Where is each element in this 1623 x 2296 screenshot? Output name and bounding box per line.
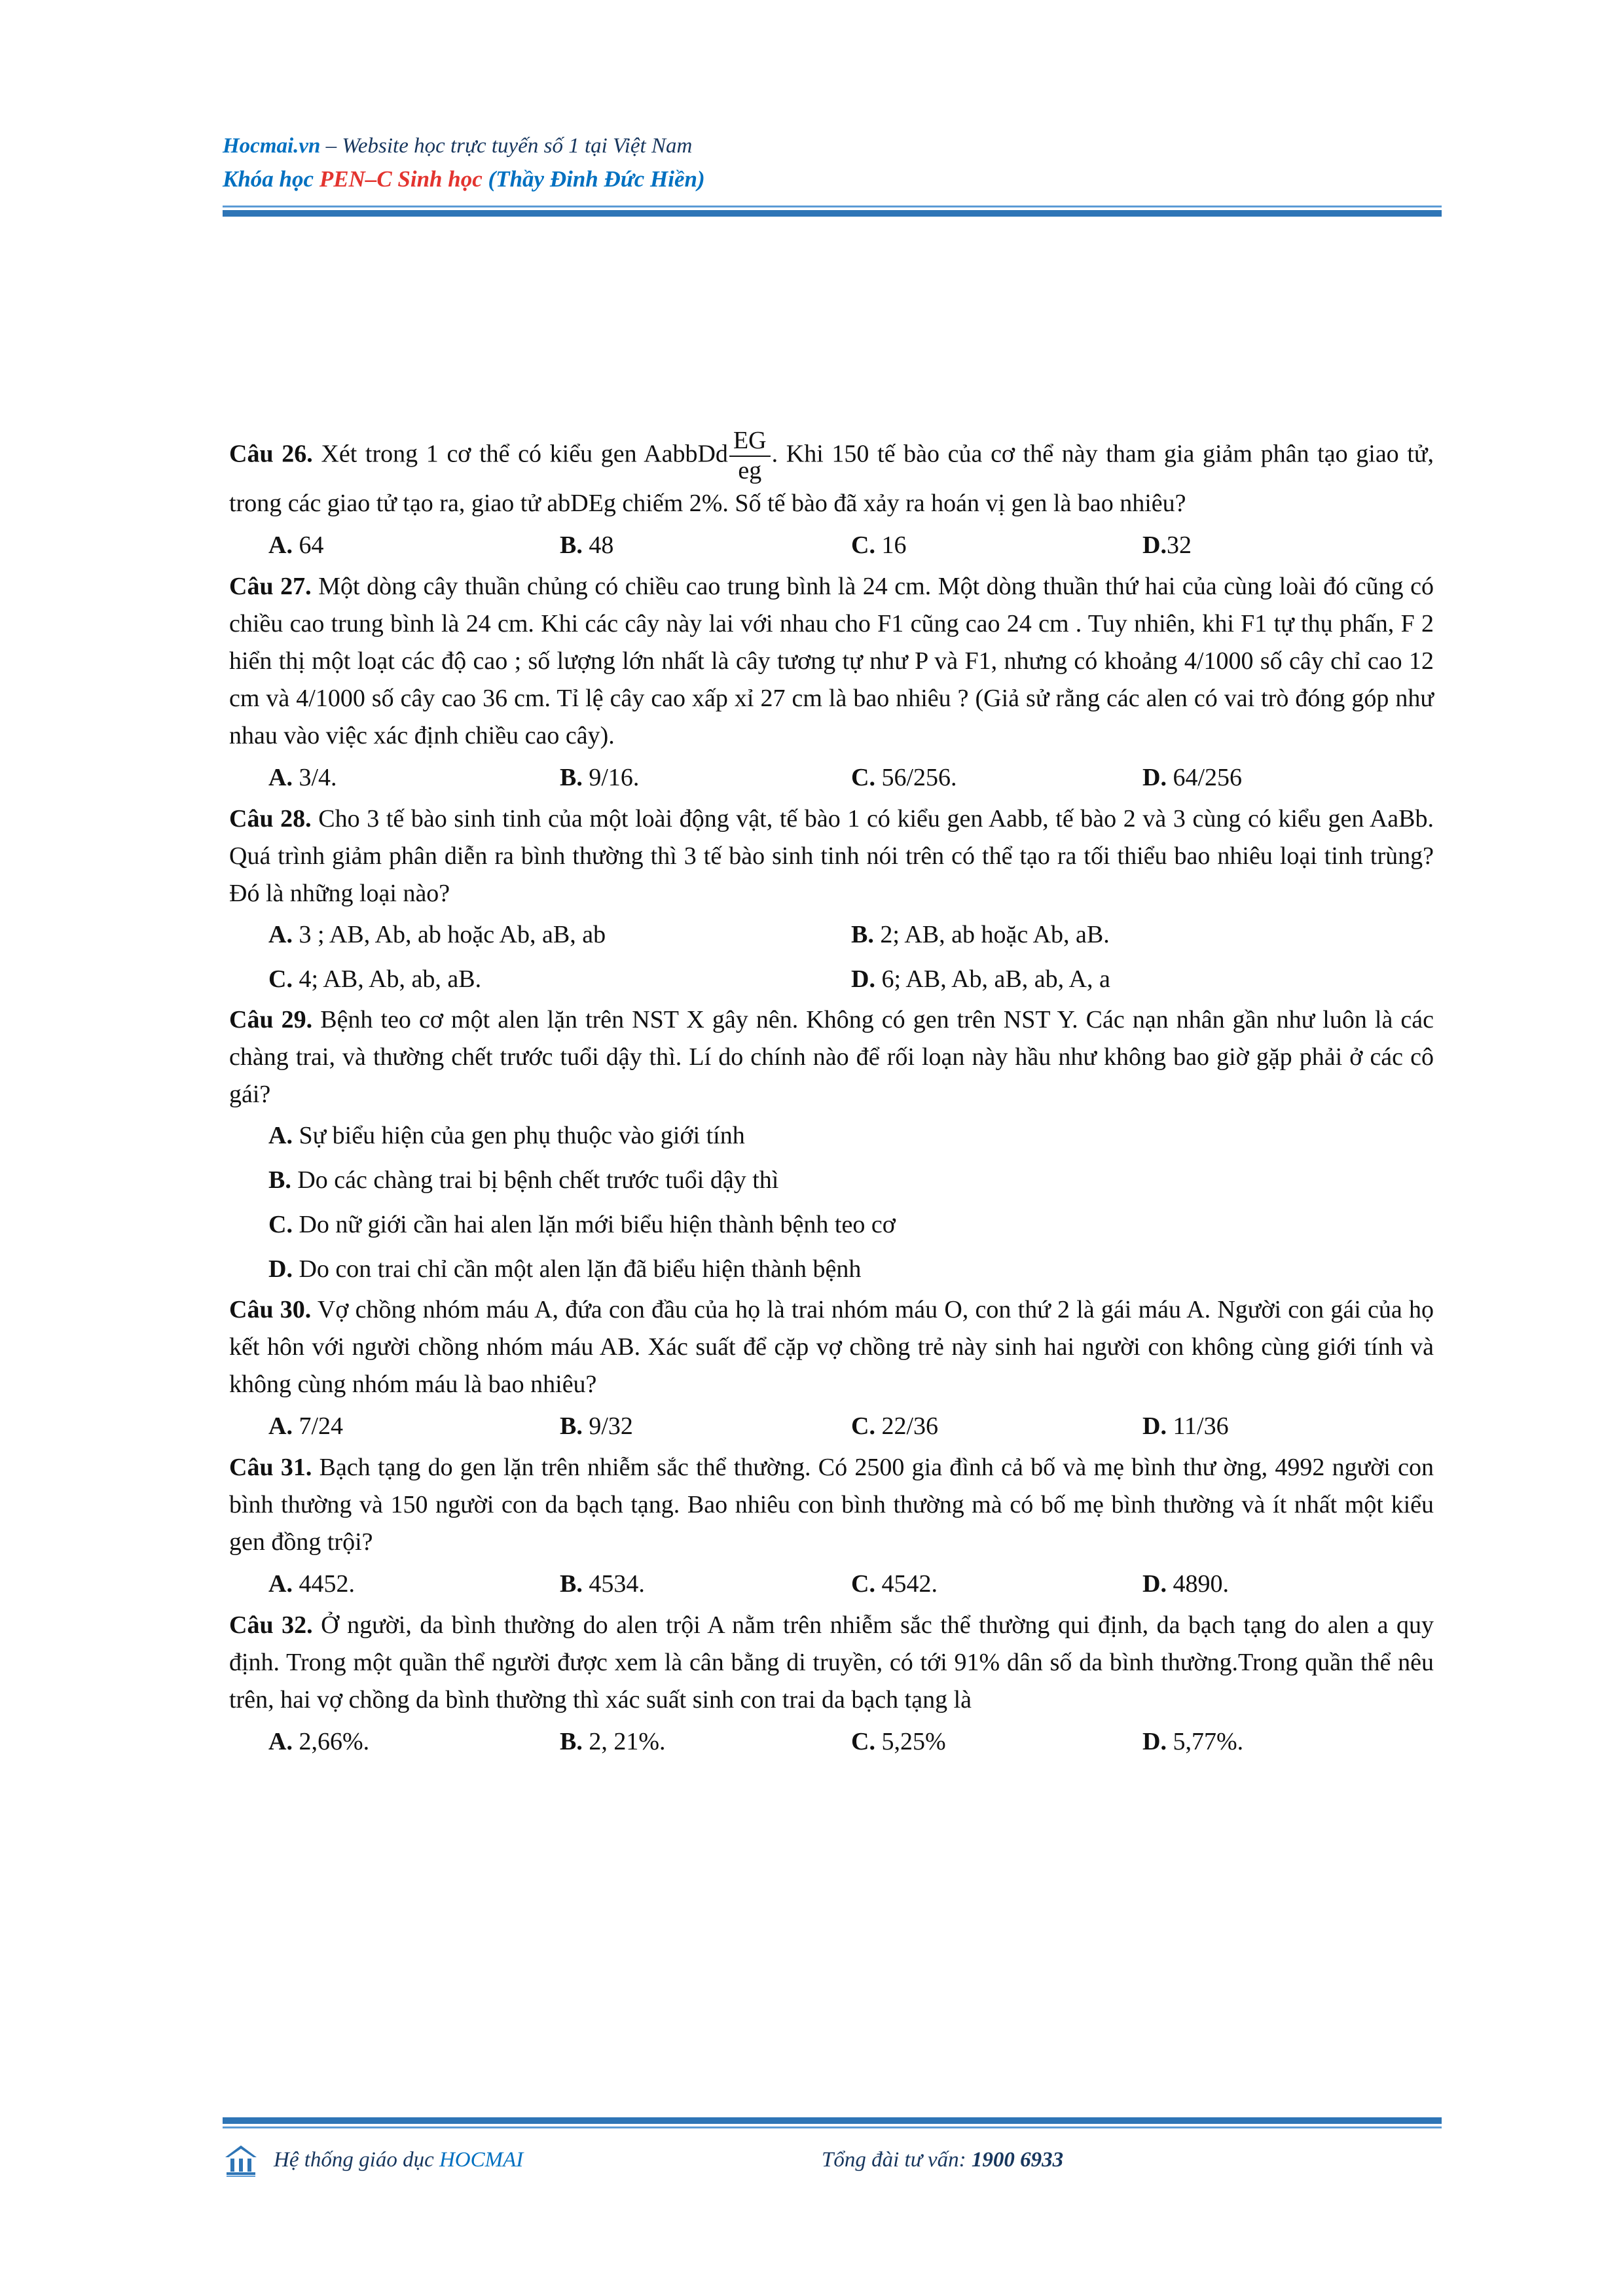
question-28: [229, 800, 1434, 1001]
course-teacher: (Thầy Đinh Đức Hiền): [482, 166, 705, 192]
option-letter: B.: [851, 921, 874, 949]
question-number: Câu 28.: [229, 805, 312, 833]
option-text: 2; AB, ab hoặc Ab, aB.: [873, 921, 1110, 949]
option-text: 2,66%.: [292, 1728, 370, 1756]
option-text: Do con trai chỉ cần một alen lặn đã biểu hiện thành bệnh: [292, 1255, 862, 1283]
option-text: 64/256: [1166, 764, 1243, 792]
question-32: [229, 1607, 1434, 1765]
option-letter: C.: [268, 1211, 293, 1239]
question-text: [229, 1291, 1434, 1403]
course-prefix: Khóa học: [223, 166, 319, 192]
option-b[interactable]: [560, 531, 851, 560]
option-b[interactable]: [560, 1570, 851, 1598]
question-text: [229, 568, 1434, 755]
option-c[interactable]: [851, 1570, 1142, 1598]
option-b[interactable]: [560, 763, 851, 792]
option-letter: B.: [560, 764, 583, 792]
option-letter: C.: [851, 1570, 875, 1598]
header-tagline: – Website học trực tuyến số 1 tại Việt Nam: [320, 134, 693, 158]
answer-options: [229, 1403, 1434, 1449]
question-27: [229, 568, 1434, 800]
option-b[interactable]: [560, 1412, 851, 1441]
option-c[interactable]: [851, 1727, 1142, 1756]
question-text: [229, 1607, 1434, 1719]
option-text: 16: [875, 531, 907, 560]
question-text: [229, 800, 1434, 912]
option-letter: B.: [560, 1728, 583, 1756]
answer-options-row-1: [229, 912, 1434, 957]
option-text: 5,77%.: [1166, 1728, 1244, 1756]
option-letter: D.: [1142, 1728, 1167, 1756]
question-text-part: Một dòng cây thuần chủng có chiều cao trung bình là 24 cm. Một dòng thuần thứ hai của cùng loài đó cũng có chiều cao trung bình là 24 cm. Khi các cây này lai với nhau cho F1 cũng cao 24 cm . Tuy nhiên, khi F1 tự thụ phấn, F 2 hiển thị một loạt các độ cao ; số lượng lớn nhất là cây tương tự như P và F1, nhưng có khoảng 4/1000 số cây chỉ cao 12 cm và 4/1000 số cây cao 36 cm. Tỉ lệ cây cao xấp xỉ 27 cm là bao nhiêu ? (Giả sử rằng các alen có vai trò đóng góp như nhau vào việc xác định chiều cao cây).: [229, 573, 1434, 750]
header-rule-thin: [223, 206, 1442, 207]
option-text: Do nữ giới cần hai alen lặn mới biểu hiện thành bệnh teo cơ: [292, 1211, 896, 1239]
footer-row: [223, 2128, 1442, 2187]
header-site-line: [223, 130, 1442, 162]
option-text: Sự biểu hiện của gen phụ thuộc vào giới tính: [292, 1122, 745, 1150]
option-text: 5,25%: [875, 1728, 946, 1756]
option-text: 9/16.: [582, 764, 640, 792]
option-text: 32: [1166, 531, 1192, 560]
option-a[interactable]: [268, 763, 560, 792]
answer-options: [229, 755, 1434, 800]
fraction-numerator: EG: [729, 427, 771, 457]
option-d[interactable]: [1142, 763, 1434, 792]
option-b[interactable]: [851, 920, 1434, 949]
footer-org: [274, 2148, 523, 2172]
course-name: PEN–C Sinh học: [319, 166, 483, 192]
option-letter: C.: [851, 764, 875, 792]
option-b[interactable]: [560, 1727, 851, 1756]
header-course-line: [223, 162, 1442, 196]
page-header: [223, 130, 1442, 217]
option-text: 2, 21%.: [582, 1728, 666, 1756]
option-a[interactable]: [268, 1570, 560, 1598]
option-d[interactable]: [1142, 1570, 1434, 1598]
option-text: 4890.: [1166, 1570, 1229, 1598]
question-31: [229, 1449, 1434, 1607]
question-26: [229, 427, 1434, 568]
option-text: 9/32: [582, 1412, 633, 1441]
fraction-denominator: eg: [738, 456, 762, 484]
option-a[interactable]: [268, 1412, 560, 1441]
footer-hotline: [822, 2148, 1063, 2172]
option-text: 6; AB, Ab, aB, ab, A, a: [875, 965, 1110, 994]
option-b[interactable]: [229, 1158, 1434, 1202]
footer-org-brand[interactable]: HOCMAI: [439, 2148, 524, 2172]
option-letter: C.: [851, 1412, 875, 1441]
option-text: 64: [292, 531, 324, 560]
question-number: Câu 26.: [229, 440, 313, 468]
option-d[interactable]: [851, 965, 1434, 994]
option-letter: D.: [851, 965, 875, 994]
option-letter: D.: [1142, 1412, 1167, 1441]
question-number: Câu 27.: [229, 573, 312, 601]
option-letter: A.: [268, 1122, 293, 1150]
option-text: 48: [582, 531, 614, 560]
option-letter: C.: [851, 531, 875, 560]
option-text: Do các chàng trai bị bệnh chết trước tuổi dậy thì: [291, 1166, 779, 1194]
question-text: [229, 1001, 1434, 1113]
option-c[interactable]: [851, 531, 1142, 560]
footer-org-prefix: Hệ thống giáo dục: [274, 2148, 439, 2172]
answer-options: [229, 1561, 1434, 1607]
option-letter: B.: [560, 1570, 583, 1598]
question-text-part: Xét trong 1 cơ thể có kiểu gen AabbDd: [312, 440, 728, 468]
option-text: 11/36: [1166, 1412, 1229, 1441]
option-a[interactable]: [268, 1727, 560, 1756]
option-a[interactable]: [268, 920, 851, 949]
option-letter: A.: [268, 1570, 293, 1598]
answer-options: [229, 522, 1434, 568]
question-number: Câu 31.: [229, 1454, 312, 1482]
question-text-part: . Khi 150 tế bào của cơ thể này tham gia giảm phân tạo giao tử, trong các giao tử tạo ra, giao tử abDEg chiếm 2%. Số tế bào đã xảy ra hoán vị gen là bao nhiêu?: [229, 440, 1434, 518]
question-list: [229, 427, 1434, 1765]
option-text: 3 ; AB, Ab, ab hoặc Ab, aB, ab: [292, 921, 606, 949]
option-text: 7/24: [292, 1412, 344, 1441]
question-number: Câu 32.: [229, 1611, 313, 1640]
question-text-part: Bệnh teo cơ một alen lặn trên NST X gây nên. Không có gen trên NST Y. Các nạn nhân gần như luôn là các chàng trai, và thường chết trước tuổi dậy thì. Lí do chính nào để rối loạn này hầu như không bao giờ gặp phải ở các cô gái?: [229, 1006, 1434, 1109]
footer-rule-thick: [223, 2117, 1442, 2124]
hocmai-logo-icon: [223, 2142, 259, 2178]
option-letter: B.: [560, 531, 583, 560]
option-a[interactable]: [268, 531, 560, 560]
page-footer: [223, 2117, 1442, 2187]
question-text-part: Cho 3 tế bào sinh tinh của một loài động vật, tế bào 1 có kiểu gen Aabb, tế bào 2 và 3 cùng có kiểu gen AaBb. Quá trình giảm phân diễn ra bình thường thì 3 tế bào sinh tinh nói trên có thể tạo ra tối thiểu bao nhiêu loại tinh trùng? Đó là những loại nào?: [229, 805, 1434, 908]
option-letter: D.: [1142, 764, 1167, 792]
option-letter: A.: [268, 1412, 293, 1441]
option-letter: A.: [268, 531, 293, 560]
option-text: 22/36: [875, 1412, 939, 1441]
option-d[interactable]: [229, 1247, 1434, 1291]
option-letter: D.: [268, 1255, 293, 1283]
header-rule-thick: [223, 210, 1442, 217]
footer-hotline-number[interactable]: 1900 6933: [971, 2148, 1064, 2172]
option-letter: C.: [851, 1728, 875, 1756]
option-letter: A.: [268, 1728, 293, 1756]
option-text: 4452.: [292, 1570, 355, 1598]
genotype-fraction: [729, 427, 771, 485]
option-a[interactable]: [229, 1113, 1434, 1158]
question-30: [229, 1291, 1434, 1449]
option-c[interactable]: [268, 965, 851, 994]
question-text: [229, 427, 1434, 522]
option-letter: A.: [268, 921, 293, 949]
option-c[interactable]: [851, 1412, 1142, 1441]
option-text: 56/256.: [875, 764, 957, 792]
option-letter: B.: [560, 1412, 583, 1441]
header-brand[interactable]: Hocmai.vn: [223, 134, 321, 158]
option-d[interactable]: [1142, 1727, 1434, 1756]
option-d[interactable]: [1142, 531, 1434, 560]
option-c[interactable]: [229, 1202, 1434, 1247]
option-letter: D.: [1142, 531, 1167, 560]
footer-hotline-label: Tổng đài tư vấn:: [822, 2148, 972, 2172]
option-text: 3/4.: [292, 764, 337, 792]
question-text-part: Ở người, da bình thường do alen trội A nằm trên nhiễm sắc thể thường qui định, da bạch tạng do alen a quy định. Trong một quần thể người được xem là cân bằng di truyền, có tới 91% dân số da bình thường.Trong quần thể nêu trên, hai vợ chồng da bình thường thì xác suất sinh con trai da bạch tạng là: [229, 1611, 1434, 1714]
question-number: Câu 30.: [229, 1296, 312, 1324]
question-text-part: Vợ chồng nhóm máu A, đứa con đầu của họ là trai nhóm máu O, con thứ 2 là gái máu A. Người con gái của họ kết hôn với người chồng nhóm máu AB. Xác suất để cặp vợ chồng trẻ này sinh hai người con không cùng giới tính và không cùng nhóm máu là bao nhiêu?: [229, 1296, 1434, 1399]
option-letter: C.: [268, 965, 293, 994]
question-29: [229, 1001, 1434, 1291]
question-number: Câu 29.: [229, 1006, 313, 1034]
option-c[interactable]: [851, 763, 1142, 792]
option-text: 4542.: [875, 1570, 938, 1598]
option-text: 4534.: [582, 1570, 645, 1598]
option-letter: B.: [268, 1166, 291, 1194]
question-text: [229, 1449, 1434, 1561]
answer-options: [229, 1719, 1434, 1765]
answer-options-row-2: [229, 957, 1434, 1001]
option-letter: D.: [1142, 1570, 1167, 1598]
option-d[interactable]: [1142, 1412, 1434, 1441]
question-text-part: Bạch tạng do gen lặn trên nhiễm sắc thể thường. Có 2500 gia đình cả bố và mẹ bình thư ờng, 4992 người con bình thường và 150 người con da bạch tạng. Bao nhiêu con bình thường mà có bố mẹ bình thường và ít nhất một kiểu gen đồng trội?: [229, 1454, 1434, 1556]
option-letter: A.: [268, 764, 293, 792]
option-text: 4; AB, Ab, ab, aB.: [292, 965, 482, 994]
